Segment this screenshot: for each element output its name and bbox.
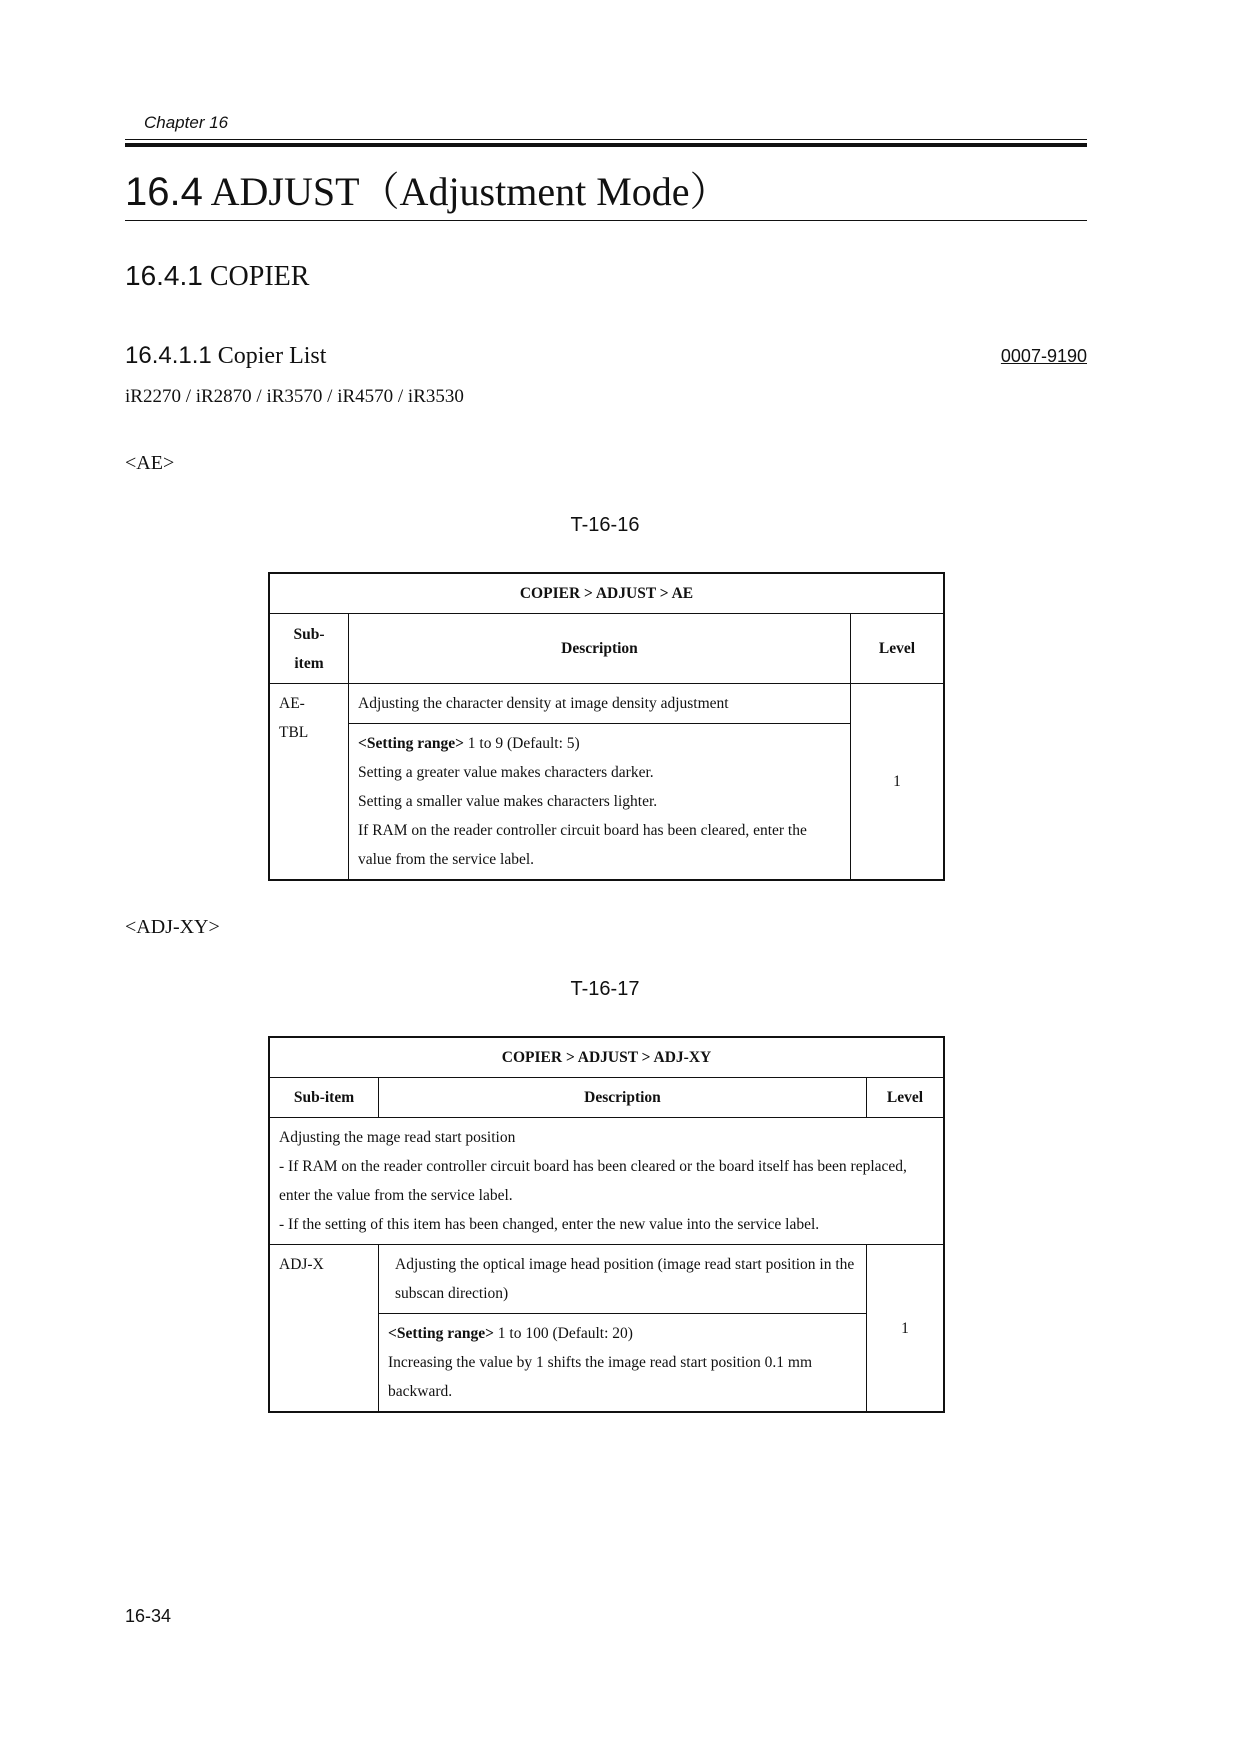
section-rule xyxy=(125,220,1087,221)
ae-col-level: Level xyxy=(851,614,945,684)
header-rule-thick xyxy=(125,143,1087,147)
header-rule-thin xyxy=(125,139,1087,140)
ae-setting-range: <Setting range> 1 to 9 (Default: 5) xyxy=(358,735,580,752)
subsubsection-title: Copier List xyxy=(217,343,327,369)
section-title: ADJUST（Adjustment Mode） xyxy=(210,169,730,214)
adjxy-table-title: COPIER > ADJUST > ADJ-XY xyxy=(269,1037,944,1078)
adjxy-intro-line: - If RAM on the reader controller circuit board has been cleared or the board itself has been replaced, enter the value from the service label. xyxy=(279,1158,907,1204)
table-row xyxy=(269,1245,944,1314)
table-row xyxy=(269,1118,944,1245)
adjxy-subitem-cell: ADJ-X xyxy=(269,1245,379,1413)
section-heading xyxy=(125,168,730,216)
ae-col-subitem: Sub- item xyxy=(269,614,349,684)
adjxy-description-main: Adjusting the optical image head position (image read start position in the subscan direction) xyxy=(379,1245,867,1314)
adjxy-level-value: 1 xyxy=(867,1245,945,1413)
chapter-label: Chapter 16 xyxy=(144,113,229,132)
adjxy-col-subitem: Sub-item xyxy=(269,1078,379,1118)
model-list: iR2270 / iR2870 / iR3570 / iR4570 / iR3530 xyxy=(125,386,464,407)
ae-note: Setting a greater value makes characters darker. xyxy=(358,764,654,781)
adjxy-intro-line: Adjusting the mage read start position xyxy=(279,1129,516,1146)
subsection-heading xyxy=(125,258,309,295)
ae-col-description: Description xyxy=(349,614,851,684)
adjxy-intro-line: - If the setting of this item has been changed, enter the new value into the service label. xyxy=(279,1216,820,1233)
page-number: 16-34 xyxy=(125,1606,172,1626)
table-row xyxy=(269,573,944,614)
subsubsection-heading xyxy=(125,340,326,372)
table-row xyxy=(269,1078,944,1118)
subsection-title: COPIER xyxy=(209,261,310,292)
ae-note: Setting a smaller value makes characters lighter. xyxy=(358,793,658,810)
adjxy-setting-range: <Setting range> 1 to 100 (Default: 20) xyxy=(388,1325,633,1342)
ae-note: If RAM on the reader controller circuit board has been cleared, enter the value from the service label. xyxy=(358,822,807,868)
ae-subitem-cell: AE- TBL xyxy=(269,684,349,881)
ae-setting-range-cell xyxy=(349,724,851,881)
table-row xyxy=(269,614,944,684)
adjxy-tag: <ADJ-XY> xyxy=(125,916,220,938)
adjxy-table-caption: T-16-17 xyxy=(570,978,640,1000)
table-row xyxy=(269,724,944,881)
adjxy-table xyxy=(268,1036,945,1413)
ae-table xyxy=(268,572,945,881)
adjxy-col-description: Description xyxy=(379,1078,867,1118)
section-number: 16.4 xyxy=(125,170,203,214)
ae-description-main: Adjusting the character density at image density adjustment xyxy=(349,684,851,724)
adjxy-setting-range-cell xyxy=(379,1314,867,1413)
subsubsection-number: 16.4.1.1 xyxy=(125,342,212,369)
adjxy-intro-cell xyxy=(269,1118,944,1245)
ae-level-value: 1 xyxy=(851,684,945,881)
subsection-number: 16.4.1 xyxy=(125,260,203,291)
ae-table-title: COPIER > ADJUST > AE xyxy=(269,573,944,614)
adjxy-col-level: Level xyxy=(867,1078,945,1118)
table-row xyxy=(269,684,944,724)
adjxy-note: Increasing the value by 1 shifts the image read start position 0.1 mm backward. xyxy=(388,1354,812,1400)
document-id: 0007-9190 xyxy=(1000,346,1087,366)
ae-table-caption: T-16-16 xyxy=(570,514,640,536)
table-row xyxy=(269,1037,944,1078)
ae-tag: <AE> xyxy=(125,452,175,474)
